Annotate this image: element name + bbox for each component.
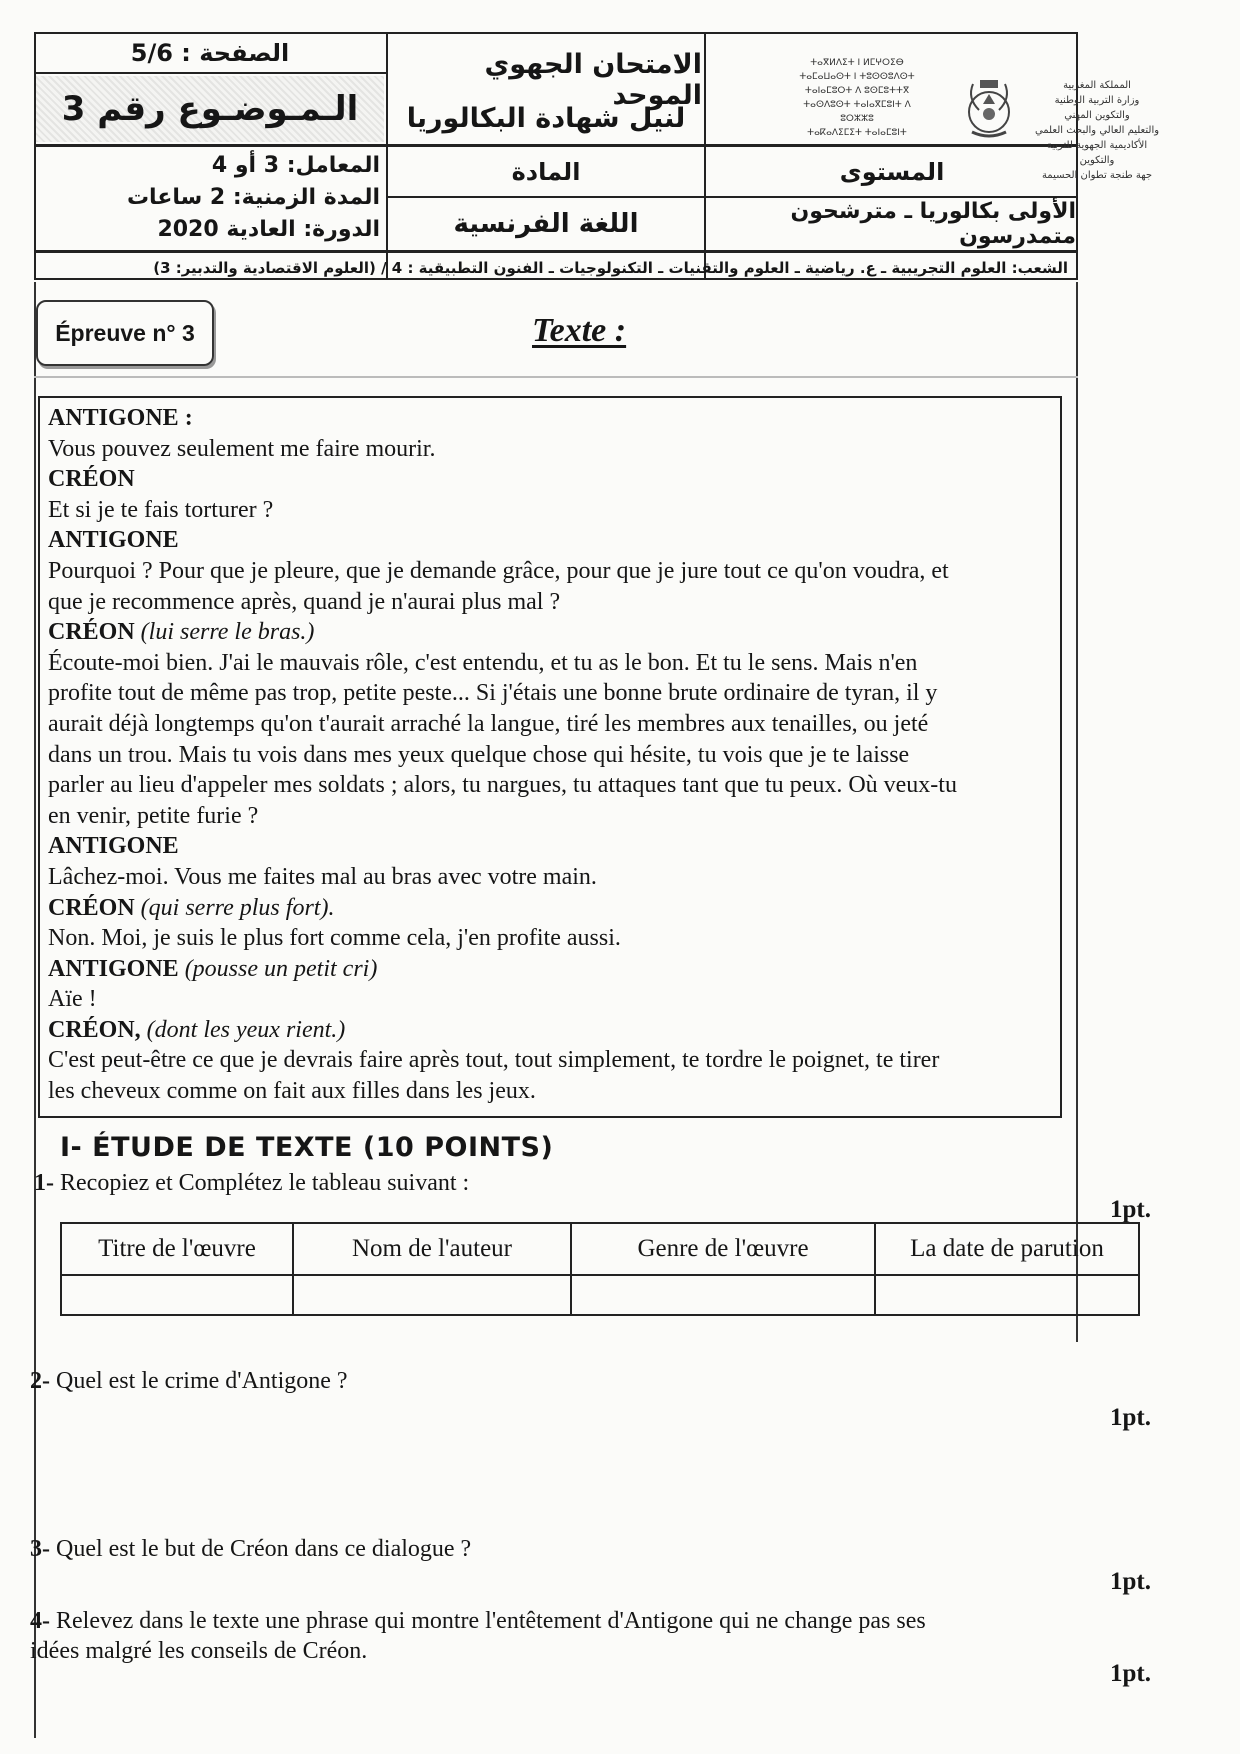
dialogue-block <box>48 1015 1048 1107</box>
dialogue-block <box>48 403 1048 464</box>
divider <box>34 250 1078 253</box>
speaker: CRÉON <box>48 619 135 646</box>
question-number: 2- <box>30 1368 50 1394</box>
title-separator <box>34 376 1078 378</box>
ministry-line: الأكاديمية الجهوية للتربية والتكوين <box>1046 140 1148 166</box>
dialogue-line: Et si je te fais torturer ? <box>48 496 274 523</box>
exam-title-line2: لنيل شهادة البكالوريا <box>406 102 686 134</box>
table-header: Genre de l'œuvre <box>571 1223 875 1275</box>
texte-title <box>532 312 626 350</box>
dialogue-block <box>48 831 1048 892</box>
right-frame-line <box>1076 282 1078 1342</box>
ministry-line: والتكوين المهني <box>1064 110 1130 121</box>
level-label: المستوى <box>839 158 945 186</box>
speaker: ANTIGONE <box>48 527 179 554</box>
tifinagh-line: ⵜⴰⵙⴷⵓⵙⵜ ⵜⴰⵏⴰⴳⵎⵓⵏⵜ ⴷ ⵓⵔⵣⵣⵓ <box>803 100 911 124</box>
branches: الشعب: العلوم التجريبية ـ ع. رياضية ـ العلوم والتقنيات ـ التكنولوجيات ـ الفنون التطبيقية : 4 / (العلوم الاقتصادية والتدبير: 3) <box>153 259 1068 277</box>
ministry-line: جهة طنجة تطوان الحسيمة <box>1041 170 1153 181</box>
dialogue-line: profite tout de même pas trop, petite peste... Si j'étais une bonne brute ordinaire de tyran, il y <box>48 680 938 707</box>
speaker: CRÉON, <box>48 1016 141 1043</box>
divider <box>34 72 386 74</box>
divider <box>386 32 388 280</box>
question-text: Relevez dans le texte une phrase qui montre l'entêtement d'Antigone qui ne change pas ses <box>56 1608 926 1634</box>
table-row <box>61 1275 1139 1315</box>
dialogue-line: que je recommence après, quand je n'aurai plus mal ? <box>48 588 561 615</box>
question-2 <box>30 1368 348 1395</box>
section-title: I- ÉTUDE DE TEXTE (10 POINTS) <box>60 1132 554 1163</box>
speaker: CRÉON <box>48 894 135 921</box>
divider <box>704 32 706 280</box>
divider <box>34 144 1078 147</box>
dialogue-line: les cheveux comme on fait aux filles dans les jeux. <box>48 1078 536 1105</box>
ministry-line: والتعليم العالي والبحث العلمي <box>1034 125 1160 136</box>
speaker: ANTIGONE <box>48 833 179 860</box>
ministry-line: المملكة المغربية <box>1063 80 1131 91</box>
kingdom-emblem-icon <box>958 74 1020 140</box>
table-cell[interactable] <box>61 1275 293 1315</box>
dialogue-block <box>48 464 1048 525</box>
dialogue-line: Non. Moi, je suis le plus fort comme cela, j'en profite aussi. <box>48 925 621 952</box>
coefficient: المعامل: 3 أو 4 <box>211 153 380 178</box>
table-header: Nom de l'auteur <box>293 1223 571 1275</box>
stage-direction: (pousse un petit cri) <box>184 955 378 982</box>
tifinagh-line: ⵜⴰⴳⵍⴷⵉⵜ ⵏ ⵍⵎⵖⵔⵉⴱ <box>810 58 904 68</box>
question-4 <box>30 1606 926 1666</box>
speaker: ANTIGONE : <box>48 405 193 431</box>
dialogue-line: en venir, petite furie ? <box>48 802 259 829</box>
dialogue-line: Lâchez-moi. Vous me faites mal au bras avec votre main. <box>48 863 597 890</box>
exam-meta <box>40 150 380 246</box>
ministry-tifinagh <box>792 56 922 140</box>
question-3 <box>30 1536 471 1563</box>
page-number: الصفحة : 5/6 <box>130 39 290 67</box>
table-header: Titre de l'œuvre <box>61 1223 293 1275</box>
epreuve-badge: Épreuve n° 3 <box>36 300 214 366</box>
table-header: La date de parution <box>875 1223 1139 1275</box>
ministry-line: وزارة التربية الوطنية <box>1054 95 1140 106</box>
points: 1pt. <box>1110 1196 1151 1223</box>
dialogue-line: Pourquoi ? Pour que je pleure, que je demande grâce, pour que je jure tout ce qu'on voudra, et <box>48 557 949 584</box>
answer-table <box>60 1222 1140 1316</box>
subject-value: اللغة الفرنسية <box>453 209 639 239</box>
dialogue-line: Aïe ! <box>48 986 97 1013</box>
speaker: CRÉON <box>48 466 135 493</box>
dialogue-line: C'est peut-être ce que je devrais faire après tout, tout simplement, te tordre le poignet, te tirer <box>48 1047 940 1074</box>
points: 1pt. <box>1110 1568 1151 1595</box>
stage-direction: (dont les yeux rient.) <box>146 1016 346 1043</box>
points: 1pt. <box>1110 1404 1151 1431</box>
table-cell[interactable] <box>875 1275 1139 1315</box>
dialogue-block <box>48 893 1048 954</box>
left-frame-line <box>34 282 36 1738</box>
texte-title-text: Texte : <box>532 312 627 349</box>
duration: المدة الزمنية: 2 ساعات <box>126 185 380 210</box>
question-number: 3- <box>30 1536 50 1562</box>
question-text: Recopiez et Complétez le tableau suivant : <box>60 1170 470 1196</box>
stage-direction: (qui serre plus fort). <box>140 894 335 921</box>
subject-number: الـمـوضـوع رقم 3 <box>36 76 384 142</box>
tifinagh-line: ⵜⴰⵏⴰⵎⵓⵔⵜ ⴷ ⵓⵙⵎⵓⵜⵜⴳ <box>804 86 910 96</box>
dialogue-line: parler au lieu d'appeler mes soldats ; alors, tu nargues, tu attaques tant que tu peux. Où veux-tu <box>48 772 957 799</box>
question-number: 4- <box>30 1608 50 1634</box>
tifinagh-line: ⵜⴰⵎⴰⵡⴰⵙⵜ ⵏ ⵜⵓⵙⵙⵓⴷⵙⵜ <box>799 72 915 82</box>
level-value: الأولى بكالوريا ـ مترشحون متمدرسون <box>790 199 1076 249</box>
question-number: 1- <box>34 1170 54 1196</box>
table-cell[interactable] <box>571 1275 875 1315</box>
dialogue-line: Vous pouvez seulement me faire mourir. <box>48 435 436 462</box>
dialogue-line: dans un trou. Mais tu vois dans mes yeux quelque chose qui hésite, tu vois que je te laisse <box>48 741 910 768</box>
table-header-row <box>61 1223 1139 1275</box>
question-text-continued: idées malgré les conseils de Créon. <box>30 1638 368 1664</box>
dialogue-line: aurait déjà longtemps qu'on t'aurait arraché la langue, tiré les membres aux tenailles, ou jeté <box>48 710 929 737</box>
dialogue-block <box>48 954 1048 1015</box>
session: الدورة: العادية 2020 <box>157 217 380 242</box>
exam-title-line1: الامتحان الجهوي الموحد <box>484 49 702 111</box>
question-1 <box>34 1170 469 1197</box>
question-text: Quel est le crime d'Antigone ? <box>56 1368 348 1394</box>
stage-direction: (lui serre le bras.) <box>140 619 315 646</box>
table-cell[interactable] <box>293 1275 571 1315</box>
question-text: Quel est le but de Créon dans ce dialogue ? <box>56 1536 472 1562</box>
points: 1pt. <box>1110 1660 1151 1687</box>
dialogue-line: Écoute-moi bien. J'ai le mauvais rôle, c'est entendu, et tu as le bon. Et tu le sens. Mais n'en <box>48 649 918 676</box>
dialogue <box>48 403 1048 1107</box>
subject-label: المادة <box>511 158 581 186</box>
speaker: ANTIGONE <box>48 955 179 982</box>
tifinagh-line: ⵜⴰⴽⴰⴷⵉⵎⵉⵜ ⵜⴰⵏⴰⵎⵓⵏⵜ <box>807 128 907 138</box>
dialogue-block <box>48 525 1048 617</box>
dialogue-block <box>48 617 1048 831</box>
